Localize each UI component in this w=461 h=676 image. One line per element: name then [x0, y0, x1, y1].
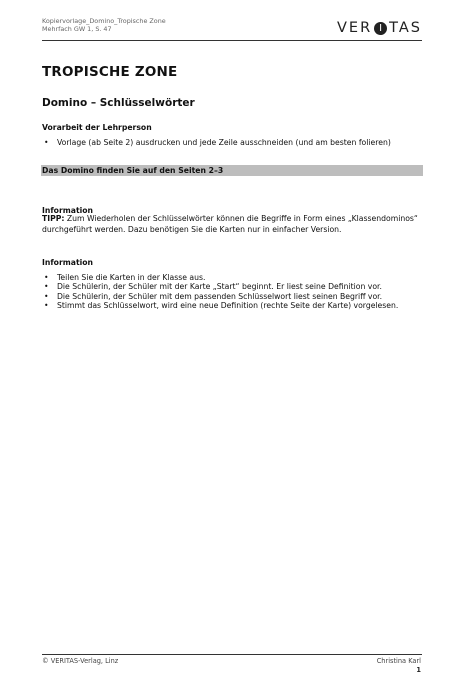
list-item: • Die Schülerin, der Schüler mit dem passenden Schlüsselwort liest seinen Begriff vor.	[44, 291, 383, 301]
logo-text-right: TAS	[389, 20, 422, 36]
tipp-label: TIPP:	[42, 214, 65, 223]
bullet-icon: •	[44, 300, 49, 310]
list-item: • Vorlage (ab Seite 2) ausdrucken und jede Zeile ausschneiden (und am besten folieren)	[44, 138, 391, 147]
page-number: 1	[416, 666, 421, 674]
header-line-2: Mehrfach GW 1, S. 47	[42, 25, 112, 33]
footer-copyright: © VERITAS-Verlag, Linz	[42, 657, 119, 665]
information-heading-1: Information	[42, 206, 94, 215]
vorarbeit-heading: Vorarbeit der Lehrperson	[42, 123, 152, 132]
bullet-icon: •	[44, 273, 49, 282]
list-item: • Stimmt das Schlüsselwort, wird eine neue Definition (rechte Seite der Karte) vorgelesen.	[44, 300, 399, 310]
tipp-text: Zum Wiederholen der Schlüsselwörter können die Begriffe in Form eines „Klassendominos“ durchgeführt werden. Dazu benötigen Sie die Karten nur in einfacher Version.	[42, 214, 418, 234]
page-title: TROPISCHE ZONE	[42, 64, 178, 80]
page-subtitle: Domino – Schlüsselwörter	[42, 97, 195, 109]
logo-circle-icon: I	[374, 22, 387, 35]
veritas-logo	[337, 20, 422, 36]
vorarbeit-list	[42, 138, 420, 147]
footer-author: Christina Karl	[376, 657, 421, 665]
bullet-icon: •	[44, 291, 49, 301]
header-line-1: Kopiervorlage_Domino_Tropische Zone	[42, 17, 166, 25]
footer-divider	[42, 654, 422, 655]
bullet-icon: •	[44, 138, 49, 147]
domino-pages-banner: Das Domino finden Sie auf den Seiten 2–3	[41, 165, 423, 176]
list-item: • Teilen Sie die Karten in der Klasse aus.	[44, 273, 206, 282]
tipp-paragraph	[42, 214, 420, 235]
information-heading-2: Information	[42, 258, 94, 267]
header-meta	[42, 17, 166, 33]
bullet-icon: •	[44, 282, 49, 292]
page-header	[42, 17, 422, 39]
logo-text-left: VER	[336, 20, 373, 36]
information-list	[42, 273, 420, 310]
list-item: • Die Schülerin, der Schüler mit der Karte „Start“ beginnt. Er liest seine Definition vor.	[44, 282, 382, 292]
header-divider	[42, 40, 422, 41]
